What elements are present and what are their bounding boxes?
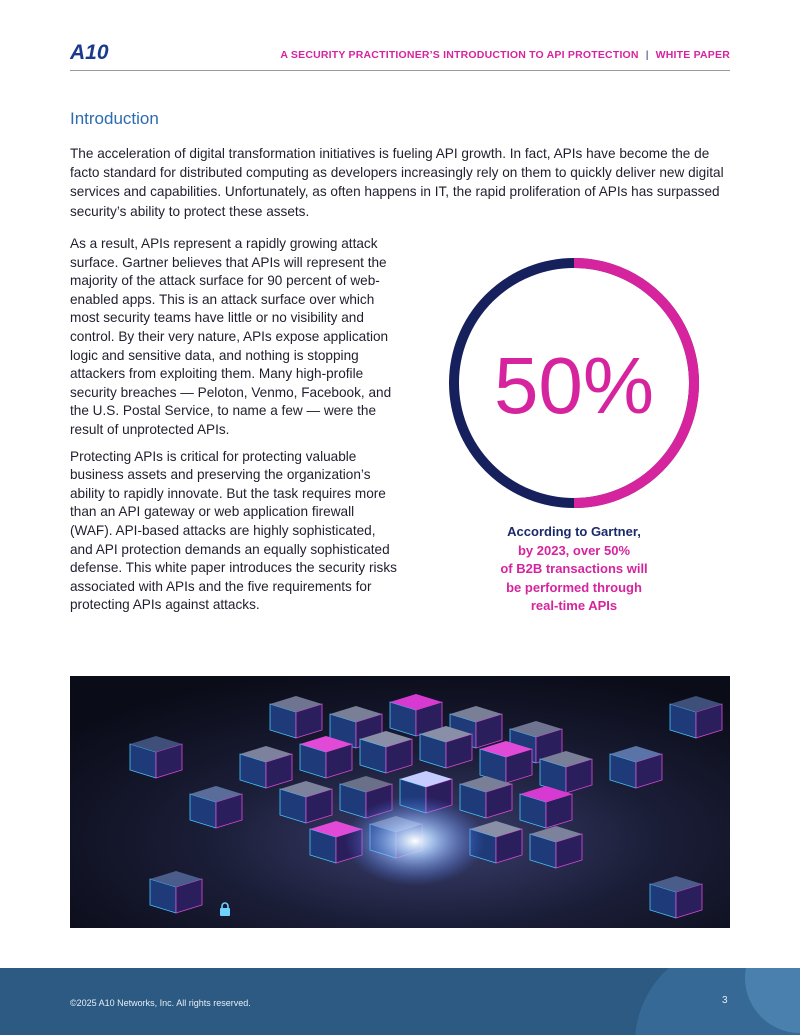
intro-paragraph: The acceleration of digital transformation initiatives is fueling API growth. In fact, APIs have become the de facto standard for distributed computing as developers increasingly rely on them to quickly deliver new digital services and capabilities. Unfortunately, as often happens in IT, the rapid proliferation of APIs has surpassed security’s ability to protect these assets. <box>70 146 724 219</box>
footer-copyright: ©2025 A10 Networks, Inc. All rights reserved. <box>70 998 251 1008</box>
stat-ring <box>446 255 702 511</box>
header-title-bar <box>280 49 730 61</box>
stat-caption-line: be performed through <box>506 579 642 595</box>
stat-caption-line: According to Gartner, <box>507 524 641 539</box>
a10-logo <box>70 40 116 62</box>
cube <box>240 746 292 788</box>
cube <box>520 786 572 828</box>
stat-caption-line: of B2B transactions will <box>500 561 648 576</box>
cube <box>130 736 182 778</box>
hero-image <box>70 676 730 928</box>
cube <box>650 876 702 918</box>
page-footer <box>0 968 800 1035</box>
cube <box>610 746 662 788</box>
cube <box>670 696 722 738</box>
cube <box>360 731 412 773</box>
stat-value: 50% <box>493 341 655 430</box>
header-divider <box>70 70 730 71</box>
cube <box>270 696 322 738</box>
cube <box>420 726 472 768</box>
cube <box>280 781 332 823</box>
cube <box>530 826 582 868</box>
stat-caption-line: real-time APIs <box>530 598 618 613</box>
logo-text: A10 <box>70 41 109 62</box>
body-paragraph: As a result, APIs represent a rapidly growing attack surface. Gartner believes that APIs will represent the majority of the attack surface for 90 percent of web-enabled apps. This is an attack surface over which most security teams have little or no visibility and control. By their very nature, APIs expose application logic and sensitive data, and nothing is stopping attackers from exploiting them. Many high-profile security breaches — Peloton, Venmo, Facebook, and the U.S. Postal Service, to name a few — were the result of unprotected APIs. <box>70 236 392 437</box>
stat-caption-line: by 2023, over 50% <box>517 542 631 558</box>
cube <box>150 871 202 913</box>
cube <box>300 736 352 778</box>
header-doc-type: WHITE PAPER <box>655 49 730 61</box>
cube <box>190 786 242 828</box>
section-title: Introduction <box>70 109 159 128</box>
header-separator: | <box>645 49 649 61</box>
stat-caption <box>470 523 678 616</box>
page-number: 3 <box>722 995 728 1006</box>
header-title: A SECURITY PRACTITIONER’S INTRODUCTION TO API PROTECTION <box>280 49 639 61</box>
body-paragraph: Protecting APIs is critical for protecting valuable business assets and preserving the organization’s ability to rapidly innovate. But the task requires more than an API gateway or web application firewall (WAF). API-based attacks are highly sophisticated, and API protection demands an equally sophisticated defense. This white paper introduces the security risks associated with APIs and the five requirements for protecting APIs against attacks. <box>70 448 397 613</box>
body-column <box>70 235 400 623</box>
